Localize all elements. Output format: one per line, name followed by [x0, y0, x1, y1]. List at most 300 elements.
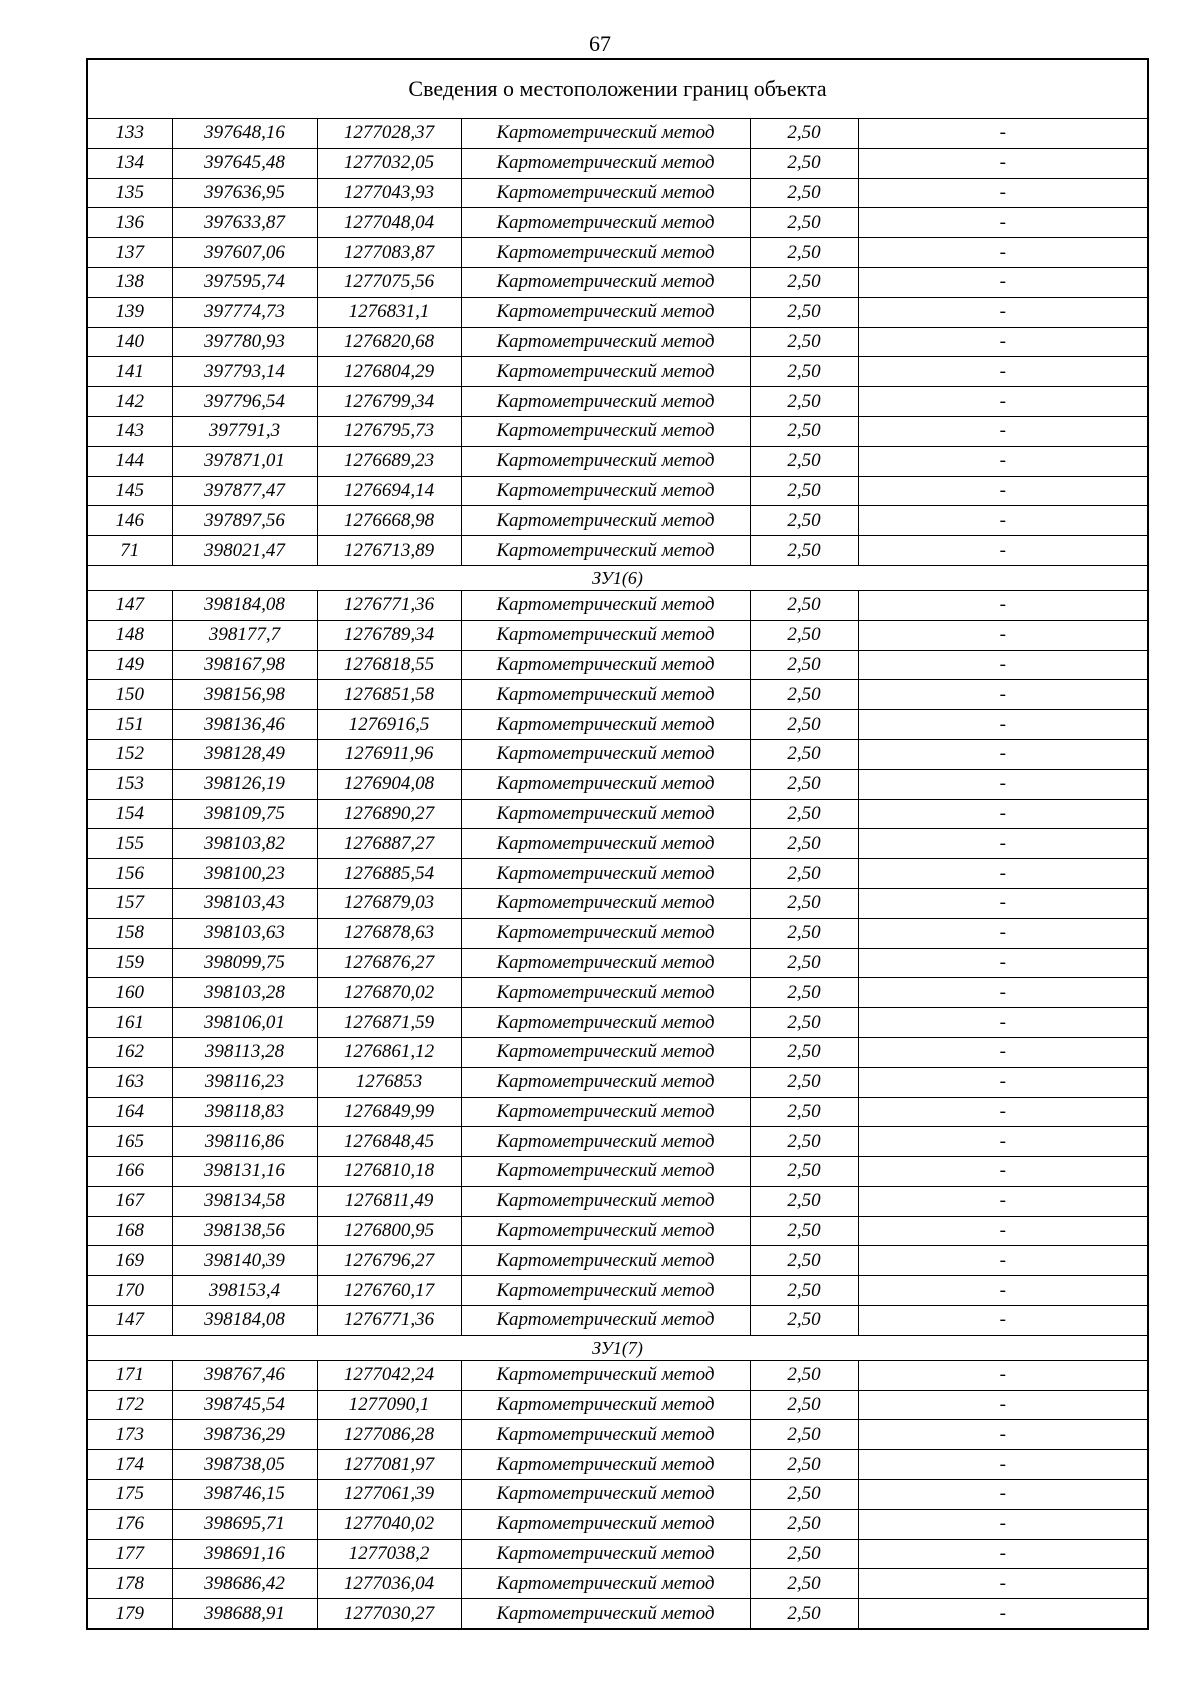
y-coordinate-cell: 1276904,08	[317, 769, 461, 799]
x-coordinate-cell: 398745,54	[172, 1390, 317, 1420]
point-number-cell: 177	[87, 1539, 172, 1569]
y-coordinate-cell: 1276890,27	[317, 799, 461, 829]
method-cell: Картометрический метод	[461, 119, 750, 149]
accuracy-cell: 2,50	[750, 1509, 858, 1539]
y-coordinate-cell: 1276853	[317, 1067, 461, 1097]
x-coordinate-cell: 397793,14	[172, 357, 317, 387]
description-cell: -	[858, 1276, 1148, 1306]
point-number-cell: 148	[87, 620, 172, 650]
description-cell: -	[858, 1360, 1148, 1390]
accuracy-cell: 2,50	[750, 620, 858, 650]
y-coordinate-cell: 1277030,27	[317, 1599, 461, 1629]
method-cell: Картометрический метод	[461, 978, 750, 1008]
x-coordinate-cell: 398767,46	[172, 1360, 317, 1390]
accuracy-cell: 2,50	[750, 859, 858, 889]
x-coordinate-cell: 398126,19	[172, 769, 317, 799]
point-number-cell: 153	[87, 769, 172, 799]
accuracy-cell: 2,50	[750, 416, 858, 446]
description-cell: -	[858, 1306, 1148, 1336]
x-coordinate-cell: 398688,91	[172, 1599, 317, 1629]
accuracy-cell: 2,50	[750, 148, 858, 178]
point-number-cell: 175	[87, 1480, 172, 1510]
accuracy-cell: 2,50	[750, 1216, 858, 1246]
table-row	[87, 1390, 1148, 1420]
point-number-cell: 142	[87, 387, 172, 417]
table-row	[87, 119, 1148, 149]
x-coordinate-cell: 397774,73	[172, 297, 317, 327]
section-label: ЗУ1(6)	[87, 565, 1148, 590]
method-cell: Картометрический метод	[461, 769, 750, 799]
accuracy-cell: 2,50	[750, 327, 858, 357]
point-number-cell: 71	[87, 536, 172, 566]
table-row	[87, 829, 1148, 859]
table-row	[87, 739, 1148, 769]
y-coordinate-cell: 1276796,27	[317, 1246, 461, 1276]
y-coordinate-cell: 1276887,27	[317, 829, 461, 859]
method-cell: Картометрический метод	[461, 650, 750, 680]
description-cell: -	[858, 650, 1148, 680]
x-coordinate-cell: 398128,49	[172, 739, 317, 769]
x-coordinate-cell: 398021,47	[172, 536, 317, 566]
table-row	[87, 1306, 1148, 1336]
section-label-row	[87, 1335, 1148, 1360]
method-cell: Картометрический метод	[461, 1509, 750, 1539]
description-cell: -	[858, 620, 1148, 650]
table-row	[87, 327, 1148, 357]
method-cell: Картометрический метод	[461, 1360, 750, 1390]
accuracy-cell: 2,50	[750, 1008, 858, 1038]
method-cell: Картометрический метод	[461, 829, 750, 859]
y-coordinate-cell: 1276870,02	[317, 978, 461, 1008]
y-coordinate-cell: 1276876,27	[317, 948, 461, 978]
x-coordinate-cell: 397636,95	[172, 178, 317, 208]
accuracy-cell: 2,50	[750, 1390, 858, 1420]
method-cell: Картометрический метод	[461, 888, 750, 918]
description-cell: -	[858, 1509, 1148, 1539]
method-cell: Картометрический метод	[461, 680, 750, 710]
point-number-cell: 174	[87, 1450, 172, 1480]
table-row	[87, 416, 1148, 446]
description-cell: -	[858, 590, 1148, 620]
x-coordinate-cell: 397877,47	[172, 476, 317, 506]
x-coordinate-cell: 398736,29	[172, 1420, 317, 1450]
x-coordinate-cell: 397871,01	[172, 446, 317, 476]
description-cell: -	[858, 119, 1148, 149]
table-row	[87, 1599, 1148, 1629]
point-number-cell: 170	[87, 1276, 172, 1306]
table-row	[87, 267, 1148, 297]
point-number-cell: 137	[87, 238, 172, 268]
description-cell: -	[858, 1450, 1148, 1480]
x-coordinate-cell: 398177,7	[172, 620, 317, 650]
x-coordinate-cell: 398118,83	[172, 1097, 317, 1127]
description-cell: -	[858, 506, 1148, 536]
x-coordinate-cell: 398184,08	[172, 590, 317, 620]
accuracy-cell: 2,50	[750, 1127, 858, 1157]
method-cell: Картометрический метод	[461, 1216, 750, 1246]
accuracy-cell: 2,50	[750, 387, 858, 417]
table-row	[87, 590, 1148, 620]
accuracy-cell: 2,50	[750, 799, 858, 829]
point-number-cell: 167	[87, 1186, 172, 1216]
y-coordinate-cell: 1276879,03	[317, 888, 461, 918]
accuracy-cell: 2,50	[750, 208, 858, 238]
table-row	[87, 1360, 1148, 1390]
x-coordinate-cell: 398103,63	[172, 918, 317, 948]
method-cell: Картометрический метод	[461, 1127, 750, 1157]
table-row	[87, 506, 1148, 536]
x-coordinate-cell: 398738,05	[172, 1450, 317, 1480]
table-row	[87, 1480, 1148, 1510]
point-number-cell: 156	[87, 859, 172, 889]
point-number-cell: 135	[87, 178, 172, 208]
table-row	[87, 769, 1148, 799]
accuracy-cell: 2,50	[750, 1450, 858, 1480]
y-coordinate-cell: 1277083,87	[317, 238, 461, 268]
point-number-cell: 145	[87, 476, 172, 506]
section-label-row	[87, 565, 1148, 590]
accuracy-cell: 2,50	[750, 267, 858, 297]
x-coordinate-cell: 398103,82	[172, 829, 317, 859]
method-cell: Картометрический метод	[461, 297, 750, 327]
point-number-cell: 143	[87, 416, 172, 446]
y-coordinate-cell: 1276885,54	[317, 859, 461, 889]
table-row	[87, 297, 1148, 327]
y-coordinate-cell: 1276694,14	[317, 476, 461, 506]
method-cell: Картометрический метод	[461, 1097, 750, 1127]
table-row	[87, 1509, 1148, 1539]
method-cell: Картометрический метод	[461, 1037, 750, 1067]
y-coordinate-cell: 1277042,24	[317, 1360, 461, 1390]
y-coordinate-cell: 1276689,23	[317, 446, 461, 476]
x-coordinate-cell: 398103,43	[172, 888, 317, 918]
y-coordinate-cell: 1276713,89	[317, 536, 461, 566]
x-coordinate-cell: 398113,28	[172, 1037, 317, 1067]
x-coordinate-cell: 398131,16	[172, 1157, 317, 1187]
accuracy-cell: 2,50	[750, 1569, 858, 1599]
description-cell: -	[858, 829, 1148, 859]
point-number-cell: 159	[87, 948, 172, 978]
x-coordinate-cell: 398099,75	[172, 948, 317, 978]
y-coordinate-cell: 1276804,29	[317, 357, 461, 387]
x-coordinate-cell: 397633,87	[172, 208, 317, 238]
point-number-cell: 151	[87, 710, 172, 740]
y-coordinate-cell: 1276916,5	[317, 710, 461, 740]
x-coordinate-cell: 398746,15	[172, 1480, 317, 1510]
description-cell: -	[858, 178, 1148, 208]
x-coordinate-cell: 397645,48	[172, 148, 317, 178]
method-cell: Картометрический метод	[461, 238, 750, 268]
description-cell: -	[858, 327, 1148, 357]
method-cell: Картометрический метод	[461, 948, 750, 978]
table-row	[87, 446, 1148, 476]
point-number-cell: 157	[87, 888, 172, 918]
accuracy-cell: 2,50	[750, 476, 858, 506]
table-row	[87, 1216, 1148, 1246]
accuracy-cell: 2,50	[750, 888, 858, 918]
accuracy-cell: 2,50	[750, 536, 858, 566]
method-cell: Картометрический метод	[461, 739, 750, 769]
x-coordinate-cell: 398167,98	[172, 650, 317, 680]
point-number-cell: 169	[87, 1246, 172, 1276]
table-row	[87, 208, 1148, 238]
method-cell: Картометрический метод	[461, 357, 750, 387]
method-cell: Картометрический метод	[461, 799, 750, 829]
y-coordinate-cell: 1276810,18	[317, 1157, 461, 1187]
description-cell: -	[858, 739, 1148, 769]
accuracy-cell: 2,50	[750, 1420, 858, 1450]
table-row	[87, 1539, 1148, 1569]
y-coordinate-cell: 1277032,05	[317, 148, 461, 178]
accuracy-cell: 2,50	[750, 119, 858, 149]
description-cell: -	[858, 1480, 1148, 1510]
accuracy-cell: 2,50	[750, 178, 858, 208]
accuracy-cell: 2,50	[750, 506, 858, 536]
description-cell: -	[858, 238, 1148, 268]
x-coordinate-cell: 398686,42	[172, 1569, 317, 1599]
description-cell: -	[858, 476, 1148, 506]
point-number-cell: 152	[87, 739, 172, 769]
method-cell: Картометрический метод	[461, 1539, 750, 1569]
description-cell: -	[858, 297, 1148, 327]
table-row	[87, 1186, 1148, 1216]
point-number-cell: 141	[87, 357, 172, 387]
x-coordinate-cell: 398136,46	[172, 710, 317, 740]
accuracy-cell: 2,50	[750, 1097, 858, 1127]
point-number-cell: 150	[87, 680, 172, 710]
table-row	[87, 1127, 1148, 1157]
accuracy-cell: 2,50	[750, 357, 858, 387]
description-cell: -	[858, 1420, 1148, 1450]
y-coordinate-cell: 1277028,37	[317, 119, 461, 149]
method-cell: Картометрический метод	[461, 506, 750, 536]
y-coordinate-cell: 1277090,1	[317, 1390, 461, 1420]
accuracy-cell: 2,50	[750, 680, 858, 710]
table-row	[87, 1450, 1148, 1480]
y-coordinate-cell: 1276760,17	[317, 1276, 461, 1306]
x-coordinate-cell: 398116,23	[172, 1067, 317, 1097]
y-coordinate-cell: 1276818,55	[317, 650, 461, 680]
table-row	[87, 148, 1148, 178]
point-number-cell: 147	[87, 1306, 172, 1336]
point-number-cell: 158	[87, 918, 172, 948]
point-number-cell: 172	[87, 1390, 172, 1420]
table-row	[87, 859, 1148, 889]
description-cell: -	[858, 978, 1148, 1008]
y-coordinate-cell: 1277043,93	[317, 178, 461, 208]
description-cell: -	[858, 357, 1148, 387]
method-cell: Картометрический метод	[461, 476, 750, 506]
accuracy-cell: 2,50	[750, 238, 858, 268]
table-row	[87, 1569, 1148, 1599]
y-coordinate-cell: 1276799,34	[317, 387, 461, 417]
table-row	[87, 978, 1148, 1008]
accuracy-cell: 2,50	[750, 650, 858, 680]
method-cell: Картометрический метод	[461, 1067, 750, 1097]
x-coordinate-cell: 398695,71	[172, 1509, 317, 1539]
description-cell: -	[858, 536, 1148, 566]
x-coordinate-cell: 398106,01	[172, 1008, 317, 1038]
table-row	[87, 1276, 1148, 1306]
section-label: ЗУ1(7)	[87, 1335, 1148, 1360]
description-cell: -	[858, 1008, 1148, 1038]
point-number-cell: 176	[87, 1509, 172, 1539]
table-row	[87, 1157, 1148, 1187]
description-cell: -	[858, 1539, 1148, 1569]
point-number-cell: 149	[87, 650, 172, 680]
y-coordinate-cell: 1277040,02	[317, 1509, 461, 1539]
point-number-cell: 134	[87, 148, 172, 178]
accuracy-cell: 2,50	[750, 1599, 858, 1629]
y-coordinate-cell: 1276811,49	[317, 1186, 461, 1216]
table-row	[87, 948, 1148, 978]
table-row	[87, 178, 1148, 208]
table-row	[87, 536, 1148, 566]
description-cell: -	[858, 416, 1148, 446]
table-row	[87, 680, 1148, 710]
point-number-cell: 144	[87, 446, 172, 476]
y-coordinate-cell: 1277048,04	[317, 208, 461, 238]
method-cell: Картометрический метод	[461, 1599, 750, 1629]
x-coordinate-cell: 398134,58	[172, 1186, 317, 1216]
point-number-cell: 173	[87, 1420, 172, 1450]
description-cell: -	[858, 948, 1148, 978]
method-cell: Картометрический метод	[461, 620, 750, 650]
table-row	[87, 1420, 1148, 1450]
x-coordinate-cell: 397595,74	[172, 267, 317, 297]
y-coordinate-cell: 1277086,28	[317, 1420, 461, 1450]
table-row	[87, 888, 1148, 918]
description-cell: -	[858, 888, 1148, 918]
accuracy-cell: 2,50	[750, 1306, 858, 1336]
method-cell: Картометрический метод	[461, 208, 750, 238]
x-coordinate-cell: 397607,06	[172, 238, 317, 268]
accuracy-cell: 2,50	[750, 918, 858, 948]
description-cell: -	[858, 446, 1148, 476]
accuracy-cell: 2,50	[750, 739, 858, 769]
x-coordinate-cell: 398138,56	[172, 1216, 317, 1246]
method-cell: Картометрический метод	[461, 1390, 750, 1420]
method-cell: Картометрический метод	[461, 1186, 750, 1216]
y-coordinate-cell: 1276668,98	[317, 506, 461, 536]
table-body	[87, 59, 1148, 1629]
accuracy-cell: 2,50	[750, 1539, 858, 1569]
y-coordinate-cell: 1276878,63	[317, 918, 461, 948]
point-number-cell: 168	[87, 1216, 172, 1246]
point-number-cell: 161	[87, 1008, 172, 1038]
x-coordinate-cell: 398184,08	[172, 1306, 317, 1336]
description-cell: -	[858, 710, 1148, 740]
method-cell: Картометрический метод	[461, 590, 750, 620]
y-coordinate-cell: 1276848,45	[317, 1127, 461, 1157]
accuracy-cell: 2,50	[750, 1276, 858, 1306]
y-coordinate-cell: 1277075,56	[317, 267, 461, 297]
method-cell: Картометрический метод	[461, 1008, 750, 1038]
y-coordinate-cell: 1276851,58	[317, 680, 461, 710]
method-cell: Картометрический метод	[461, 859, 750, 889]
method-cell: Картометрический метод	[461, 446, 750, 476]
table-row	[87, 650, 1148, 680]
point-number-cell: 162	[87, 1037, 172, 1067]
method-cell: Картометрический метод	[461, 1569, 750, 1599]
point-number-cell: 171	[87, 1360, 172, 1390]
x-coordinate-cell: 397897,56	[172, 506, 317, 536]
description-cell: -	[858, 148, 1148, 178]
table-row	[87, 1067, 1148, 1097]
method-cell: Картометрический метод	[461, 1157, 750, 1187]
description-cell: -	[858, 1390, 1148, 1420]
y-coordinate-cell: 1276831,1	[317, 297, 461, 327]
boundary-coordinates-table	[86, 58, 1149, 1630]
method-cell: Картометрический метод	[461, 710, 750, 740]
accuracy-cell: 2,50	[750, 1480, 858, 1510]
point-number-cell: 163	[87, 1067, 172, 1097]
method-cell: Картометрический метод	[461, 387, 750, 417]
accuracy-cell: 2,50	[750, 710, 858, 740]
description-cell: -	[858, 387, 1148, 417]
table-row	[87, 1097, 1148, 1127]
accuracy-cell: 2,50	[750, 297, 858, 327]
accuracy-cell: 2,50	[750, 446, 858, 476]
x-coordinate-cell: 398156,98	[172, 680, 317, 710]
table-row	[87, 799, 1148, 829]
description-cell: -	[858, 1569, 1148, 1599]
table-row	[87, 1246, 1148, 1276]
y-coordinate-cell: 1276771,36	[317, 590, 461, 620]
description-cell: -	[858, 1186, 1148, 1216]
table-row	[87, 238, 1148, 268]
y-coordinate-cell: 1276849,99	[317, 1097, 461, 1127]
y-coordinate-cell: 1277081,97	[317, 1450, 461, 1480]
description-cell: -	[858, 1599, 1148, 1629]
description-cell: -	[858, 680, 1148, 710]
accuracy-cell: 2,50	[750, 1186, 858, 1216]
point-number-cell: 155	[87, 829, 172, 859]
accuracy-cell: 2,50	[750, 978, 858, 1008]
y-coordinate-cell: 1276861,12	[317, 1037, 461, 1067]
point-number-cell: 154	[87, 799, 172, 829]
accuracy-cell: 2,50	[750, 1157, 858, 1187]
description-cell: -	[858, 1216, 1148, 1246]
description-cell: -	[858, 267, 1148, 297]
point-number-cell: 147	[87, 590, 172, 620]
method-cell: Картометрический метод	[461, 416, 750, 446]
x-coordinate-cell: 398103,28	[172, 978, 317, 1008]
point-number-cell: 166	[87, 1157, 172, 1187]
y-coordinate-cell: 1276800,95	[317, 1216, 461, 1246]
y-coordinate-cell: 1277036,04	[317, 1569, 461, 1599]
method-cell: Картометрический метод	[461, 267, 750, 297]
point-number-cell: 133	[87, 119, 172, 149]
point-number-cell: 136	[87, 208, 172, 238]
point-number-cell: 164	[87, 1097, 172, 1127]
accuracy-cell: 2,50	[750, 1067, 858, 1097]
x-coordinate-cell: 397780,93	[172, 327, 317, 357]
x-coordinate-cell: 398109,75	[172, 799, 317, 829]
x-coordinate-cell: 397648,16	[172, 119, 317, 149]
y-coordinate-cell: 1277061,39	[317, 1480, 461, 1510]
table-title-row	[87, 59, 1148, 119]
accuracy-cell: 2,50	[750, 1037, 858, 1067]
point-number-cell: 178	[87, 1569, 172, 1599]
table-row	[87, 1037, 1148, 1067]
point-number-cell: 139	[87, 297, 172, 327]
table-row	[87, 357, 1148, 387]
y-coordinate-cell: 1276789,34	[317, 620, 461, 650]
accuracy-cell: 2,50	[750, 1246, 858, 1276]
accuracy-cell: 2,50	[750, 1360, 858, 1390]
description-cell: -	[858, 859, 1148, 889]
